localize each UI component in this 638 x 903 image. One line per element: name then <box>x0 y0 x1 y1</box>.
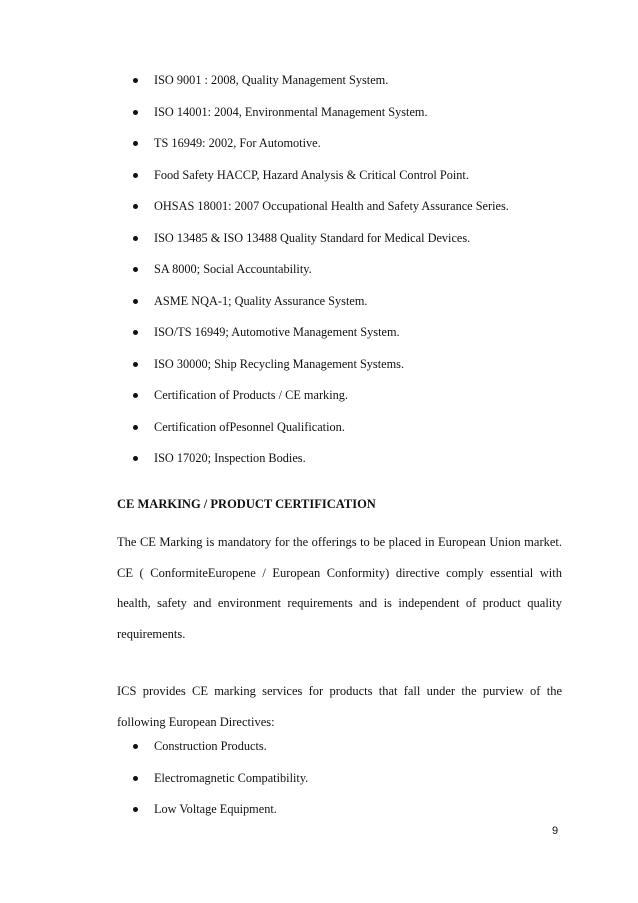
list-item <box>0 801 638 833</box>
list-item-text: SA 8000; Social Accountability. <box>154 262 312 276</box>
list-item-text: TS 16949: 2002, For Automotive. <box>154 136 321 150</box>
page-number: 9 <box>552 825 559 837</box>
bullet-icon <box>133 744 138 749</box>
list-item-text: Certification ofPesonnel Qualification. <box>154 419 345 434</box>
directives-list <box>0 738 638 833</box>
list-item-text: Food Safety HACCP, Hazard Analysis & Critical Control Point. <box>154 167 469 182</box>
list-item <box>0 387 638 419</box>
list-item <box>0 72 638 104</box>
ics-services-paragraph: ICS provides CE marking services for products that fall under the purview of the following European Directives: <box>117 684 562 729</box>
list-item <box>0 450 638 482</box>
ce-marking-paragraph: The CE Marking is mandatory for the offerings to be placed in European Union market. CE ( ConformiteEuropene / European Conformity) directive comply essential with health, safety and environment requirements and is independent of product quality requirements. <box>117 535 562 641</box>
bullet-icon <box>133 393 138 398</box>
bullet-icon <box>133 299 138 304</box>
list-item <box>0 738 638 770</box>
list-item <box>0 104 638 136</box>
list-item <box>0 324 638 356</box>
list-item-text: Electromagnetic Compatibility. <box>154 770 309 785</box>
list-item-text: ISO/TS 16949; Automotive Management System. <box>154 325 400 339</box>
list-item-text: ISO 30000; Ship Recycling Management Systems. <box>154 356 405 371</box>
list-item <box>0 419 638 451</box>
list-item-text: Low Voltage Equipment. <box>154 802 277 816</box>
bullet-icon <box>133 456 138 461</box>
bullet-icon <box>133 807 138 812</box>
list-item-text: ASME NQA-1; Quality Assurance System. <box>154 293 368 308</box>
standards-list <box>0 72 638 482</box>
bullet-icon <box>133 236 138 241</box>
bullet-icon <box>133 362 138 367</box>
bullet-icon <box>133 110 138 115</box>
list-item-text: ISO 17020; Inspection Bodies. <box>154 451 306 465</box>
bullet-icon <box>133 425 138 430</box>
list-item-text: ISO 14001: 2004, Environmental Management System. <box>154 104 428 119</box>
list-item-text: ISO 13485 & ISO 13488 Quality Standard for Medical Devices. <box>154 230 471 245</box>
list-item <box>0 167 638 199</box>
bullet-icon <box>133 330 138 335</box>
bullet-icon <box>133 267 138 272</box>
bullet-icon <box>133 776 138 781</box>
list-item <box>0 293 638 325</box>
section-heading: CE MARKING / PRODUCT CERTIFICATION <box>117 497 376 511</box>
bullet-icon <box>133 204 138 209</box>
list-item-text: Construction Products. <box>154 739 267 753</box>
list-item <box>0 356 638 388</box>
bullet-icon <box>133 173 138 178</box>
bullet-icon <box>133 141 138 146</box>
list-item <box>0 261 638 293</box>
list-item <box>0 198 638 230</box>
list-item <box>0 770 638 802</box>
list-item-text: Certification of Products / CE marking. <box>154 388 348 402</box>
bullet-icon <box>133 78 138 83</box>
list-item-text: OHSAS 18001: 2007 Occupational Health and Safety Assurance Series. <box>154 199 509 213</box>
list-item <box>0 230 638 262</box>
list-item-text: ISO 9001 : 2008, Quality Management System. <box>154 73 389 87</box>
list-item <box>0 135 638 167</box>
